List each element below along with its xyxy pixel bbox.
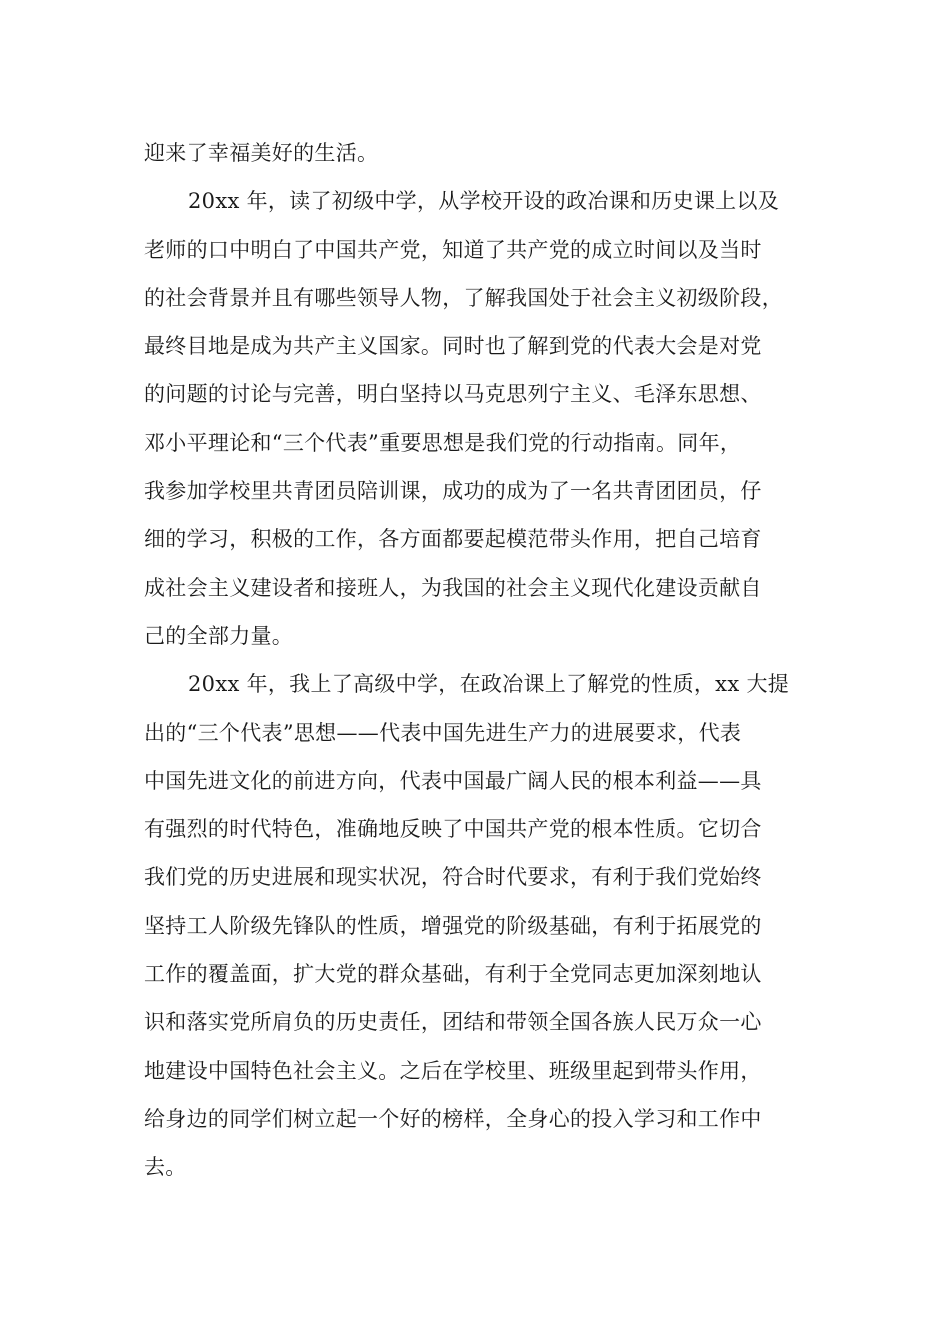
text-line: 的问题的讨论与完善，明白坚持以马克思列宁主义、毛泽东思想、 — [144, 382, 762, 407]
text-line: 工作的覆盖面，扩大党的群众基础，有利于全党同志更加深刻地认 — [144, 962, 762, 987]
text-line: 迎来了幸福美好的生活。 — [144, 141, 379, 165]
text-line: 老师的口中明白了中国共产党，知道了共产党的成立时间以及当时 — [144, 237, 762, 262]
text-line: 最终目地是成为共产主义国家。同时也了解到党的代表大会是对党 — [144, 334, 762, 359]
text-line: 我参加学校里共青团员陪训课，成功的成为了一名共青团团员，仔 — [144, 479, 762, 504]
text-line: 成社会主义建设者和接班人，为我国的社会主义现代化建设贡献自 — [144, 575, 762, 600]
text-line: 20xx 年，读了初级中学，从学校开设的政冶课和历史课上以及 — [188, 189, 780, 214]
text-line: 的社会背景并且有哪些领导人物，了解我国处于社会主义初级阶段， — [144, 285, 783, 310]
text-line: 给身边的同学们树立起一个好的榜样，全身心的投入学习和工作中 — [144, 1106, 762, 1131]
text-line: 地建设中国特色社会主义。之后在学校里、班级里起到带头作用， — [144, 1058, 762, 1083]
text-line: 20xx 年，我上了高级中学，在政冶课上了解党的性质，xx 大提 — [188, 672, 790, 697]
text-line: 识和落实党所肩负的历史责任，团结和带领全国各族人民万众一心 — [144, 1010, 762, 1035]
document-body-text — [144, 129, 814, 1192]
text-line: 坚持工人阶级先锋队的性质，增强党的阶级基础，有利于拓展党的 — [144, 913, 762, 938]
text-line: 去。 — [144, 1155, 187, 1180]
text-line: 己的全部力量。 — [144, 623, 294, 648]
text-line: 出的“三个代表”思想——代表中国先进生产力的进展要求，代表 — [144, 720, 742, 745]
text-line: 中国先进文化的前进方向，代表中国最广阔人民的根本利益——具 — [144, 768, 762, 793]
text-line: 有强烈的时代特色，准确地反映了中国共产党的根本性质。它切合 — [144, 817, 762, 842]
text-line: 细的学习，积极的工作，各方面都要起模范带头作用，把自己培育 — [144, 527, 762, 552]
text-line: 邓小平理论和“三个代表”重要思想是我们党的行动指南。同年， — [144, 430, 742, 455]
text-line: 我们党的历史进展和现实状况，符合时代要求，有利于我们党始终 — [144, 865, 762, 890]
